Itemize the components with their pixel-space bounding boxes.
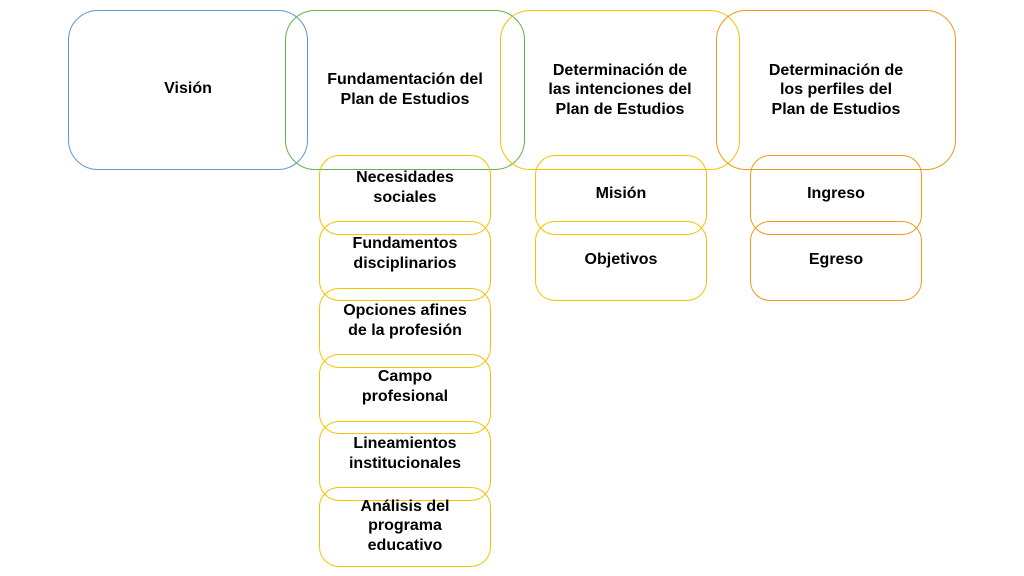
- header-fundamentacion: Fundamentación del Plan de Estudios: [285, 10, 525, 170]
- item-fundamentos-disciplinarios: Fundamentos disciplinarios: [319, 221, 491, 301]
- item-ingreso: Ingreso: [750, 155, 922, 235]
- item-objetivos: Objetivos: [535, 221, 707, 301]
- header-intenciones: Determinación de las intenciones del Plan de Estudios: [500, 10, 740, 170]
- item-opciones-afines: Opciones afines de la profesión: [319, 288, 491, 368]
- item-necesidades-sociales: Necesidades sociales: [319, 155, 491, 235]
- item-lineamientos-institucionales: Lineamientos institucionales: [319, 421, 491, 501]
- header-vision: Visión: [68, 10, 308, 170]
- item-analisis-programa: Análisis del programa educativo: [319, 487, 491, 567]
- header-perfiles: Determinación de los perfiles del Plan de Estudios: [716, 10, 956, 170]
- item-campo-profesional: Campo profesional: [319, 354, 491, 434]
- item-egreso: Egreso: [750, 221, 922, 301]
- item-mision: Misión: [535, 155, 707, 235]
